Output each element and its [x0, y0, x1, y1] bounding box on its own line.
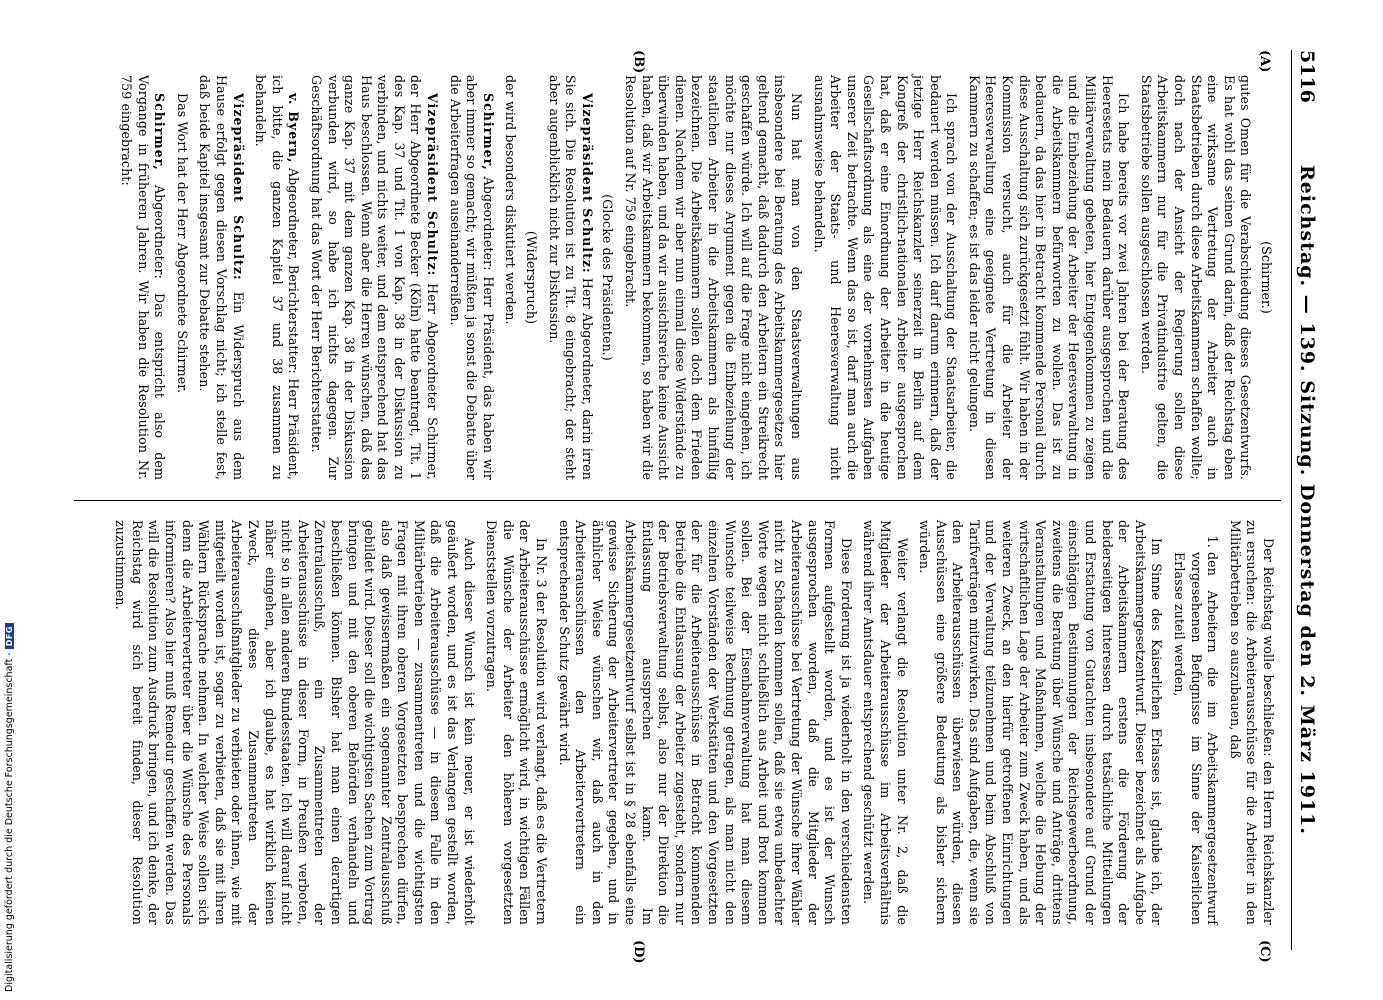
speech-block	[307, 75, 440, 480]
speech-text: Das Wort hat der Herr Abgeordnete Schirmer.	[174, 93, 190, 394]
paragraph: gutes Omen für die Verabschiedung dieses Gesetzentwurfs. Es hat wohl das seinen Grund darin, daß der Reichstag eben eine wirksame Vertretung der Arbeiter auch in Staatsbetrieben durch diese Arbeitskammern schaffen wollte; doch nach der Ansicht der Regierung sollen diese Arbeitskammern nur für die Privatindustrie gelten, die Staatsbetriebe sollen ausgeschlossen werden.	[1138, 75, 1254, 480]
resolution-intro: Der Reichstag wolle beschließen: den Herrn Reichskanzler zu ersuchen: die Arbeiterausschüsse für die Arbeiter in den Militärbetrieben so auszubauen, daß	[1227, 520, 1276, 925]
margin-letter-d: (D)	[631, 940, 646, 964]
speech-text: Ein Widerspruch aus dem Hause erfolgt gegen diesen Vorschlag nicht; ich stelle fest, daß beide Kapitel insgesamt zur Debatte stehen.	[197, 75, 246, 480]
speech-block	[117, 75, 167, 480]
speech-text: Abgeordneter: Das entspricht also dem Vorgange in früheren Jahren. Wir haben die Resolution Nr. 759 eingebracht:	[119, 75, 168, 481]
paragraph: Auch dieser Wunsch ist kein neuer, er ist wiederholt geäußert worden, und es ist das Verlangen gestellt worden, daß die Arbeiterausschüsse — in diesem Falle in den Militärbetrieben — zusammentreten und die wichtigsten Fragen mit ihren oberen Vorgesetzten besprechen dürfen, also daß gewissermaßen ein sogenannter Zentralausschuß gebildet wird. Dieser soll die wichtigsten Sachen zum Vortrag bringen und mit den oberen Behörden verhandeln und beschließen können. Bisher hat man einen derartigen Zentralausschuß, ein Zusammentreten der Arbeiterausschüsse in dieser Form, in Preußen verboten, nicht so in allen anderen Bundesstaaten. Ich will darauf nicht näher eingehen, aber ich glaube, es hat wirklich keinen Zweck, dieses Zusammentreten der Arbeiterausschußmitglieder zu verbieten oder ihnen, wie mit mitgeteilt worden ist, sogar zu verbieten, daß sie mit ihren Wählern Rücksprache nehmen. In welcher Weise sollen sich denn die Arbeitervertreter über die Wünsche des Personals informieren? Also hier muß Remedur geschaffen werden. Das will die Resolution zum Ausdruck bringen, und ich denke, der Reichstag wird sich bereit finden, dieser Resolution zuzustimmen.	[113, 520, 477, 925]
paragraph: Ich habe bereits vor zwei Jahren bei der Beratung des Heeresetats mein Bedauern darüber ausgesprochen und die Militärverwaltung gebeten, hier Entgegenkommen zu zeigen und die Einbeziehung der Arbeiter der Heeresverwaltung in die Arbeitskammern befürworten zu wollen. Das ist zu bedauern, da das hier in Betracht kommende Personal durch diese Ausschaltung sich zurückgesetzt fühlt. Wir haben in der Kommission versucht, auch für die Arbeiter der Heeresverwaltung eine geeignete Vertretung in diesen Kammern zu schaffen; es ist das leider nicht gelungen.	[966, 75, 1132, 480]
digitization-credit	[0, 0, 20, 1000]
scanned-page	[46, 20, 1336, 980]
page-title: Reichstag. — 139. Sitzung. Donnerstag den 2. März 1911.	[1296, 165, 1318, 835]
left-column	[66, 75, 1276, 480]
speaker-name: v. Byern,	[286, 93, 302, 164]
paragraph: Weiter verlangt die Resolution unter Nr. 2, daß die Mitglieder der Arbeiterausschüsse im Arbeitsverhältnis während ihrer Amtsdauer entsprechend geschützt werden.	[861, 520, 910, 925]
speech-block	[446, 75, 496, 480]
dfg-logo: DFG	[5, 623, 14, 649]
page-header	[1291, 50, 1322, 950]
credit-text: Digitalisierung gefördert durch die Deutsche Forschungsgemeinschaft -	[4, 652, 15, 992]
speech-block	[196, 75, 246, 480]
continuation-speaker: (Schirmer.)	[1259, 241, 1274, 314]
interjection: (Widerspruch)	[524, 230, 540, 325]
paragraph: In Nr. 3 der Resolution wird verlangt, daß es die Vertretern der Arbeiterausschüsse ermöglicht wird, in wichtigen Fällen die Wünsche der Arbeiter den höheren vorgesetzten Dienststellen vorzutragen.	[484, 520, 550, 925]
speech-block	[252, 75, 302, 480]
stage-direction: (Glocke des Präsidenten.)	[600, 194, 616, 361]
speaker-name: Vizepräsident Schultz:	[579, 93, 595, 274]
speaker-name: Vizepräsident Schultz:	[425, 93, 441, 277]
speaker-name: Schirmer,	[480, 93, 496, 171]
speech-text: Abgeordneter, Berichterstatter: Herr Präsident, ich bitte, die ganzen Kapitel 37 und 38 zusammen zu behandeln.	[253, 75, 302, 480]
speech-text: Abgeordneter: Herr Präsident, das haben wir aber immer so gemacht; wir müßten ja sonst die Debatte über die Arbeiterfragen auseinanderreißen.	[447, 75, 496, 480]
right-column	[66, 520, 1276, 925]
page-number: 5116	[1296, 50, 1318, 103]
margin-letter-c: (C)	[1257, 940, 1272, 963]
margin-letter-a: (A)	[1257, 50, 1272, 73]
paragraph: Ich sprach von der Ausschaltung der Staatsarbeiter, die bedauert werden müssen. Ich darf darum erinnern, daß der jetzige Herr Reichskanzler seinerzeit in Berlin auf dem Kongreß der christlich-nationalen Arbeiter ausgesprochen hat, daß er eine Einordnung der Arbeiter in die heutige Gesellschaftsordnung als eine der vornehmsten Aufgaben unserer Zeit betrachte. Wenn das so ist, darf man auch die Arbeiter der Staats- und Heeresverwaltung nicht ausnahmsweise behandeln.	[811, 75, 960, 480]
speaker-name: Schirmer,	[152, 93, 168, 171]
speech-text: Herr Abgeordneter Schirmer, der Herr Abgeordnete Becker (Köln) hatte beantragt, Tit. 1 des Kap. 37 und Tit. 1 von Kap. 38 in der Diskussion zu verbinden, und nichts weiter, und dem entsprechend hat das Haus beschlossen. Wenn aber die Herren wünschen, daß das ganze Kap. 37 mit dem ganzen Kap. 38 in der Diskussion verbunden wird, so habe ich nichts dagegen. Zur Geschäftsordnung hat das Wort der Herr Berichterstatter.	[308, 75, 441, 480]
paragraph: Im Sinne des Kaiserlichen Erlasses ist, glaube ich, der Arbeitskammergesetzentwurf. Dieser bezeichnet als Aufgabe der Arbeitskammern erstens die Förderung der beiderseitigen Interessen durch tatsächliche Mitteilungen und Erstattung von Gutachten insbesondere auf Grund der einschlägigen Bestimmungen der Reichsgewerbeordnung, zweitens die Beratung über Wünsche und Anträge, drittens Veranstaltungen und Maßnahmen, welche die Hebung der wirtschaftlichen Lage der Arbeiter zum Zweck haben, und als weiteren Zweck, an den hierfür getroffenen Einrichtungen und der Verwaltung teilzunehmen und beim Abschluß von Tarifverträgen mitzuwirken. Das sind Aufgaben, die, wenn sie den Arbeiterausschüssen überwiesen würden, diesen Ausschüssen eine größere Bedeutung als bisher sichern würden.	[917, 520, 1165, 925]
resolution-list	[1170, 538, 1220, 925]
resolution-item: 1. den Arbeitern die im Arbeitskammergesetzentwurf vorgesehenen Befugnisse im Sinne der Kaiserlichen Erlasse zuteil werden,	[1170, 552, 1220, 925]
speech-block	[545, 75, 595, 480]
column-divider	[74, 500, 1281, 501]
margin-letter-b: (B)	[631, 50, 646, 74]
paragraph: Diese Forderung ist ja wiederholt in den verschiedensten Formen aufgestellt worden, und es ist der Wunsch ausgesprochen worden, daß die Mitglieder der Arbeiterausschüsse bei Vertretung der Wünsche ihrer Wähler nicht zu Schaden kommen sollen, daß sie etwa unbedachter Worte wegen nicht schließlich aus Arbeit und Brot kommen sollen. Bei der Eisenbahnverwaltung hat man diesem Wunsche teilweise Rechnung getragen, als man nicht den einzelnen Vorständen der Werkstätten und den Vorgesetzten der für die Arbeiterausschüsse in Betracht kommenden Betriebe die Entlassung der Arbeiter zugesteht, sondern nur der Betriebsverwaltung selbst, also nur der Direktion die Entlassung aussprechen kann. Im Arbeitskammergesetzentwurf selbst ist in § 28 ebenfalls eine gewisse Sicherung der Arbeitervertreter gegeben, und in ähnlicher Weise wünschen wir, daß auch in den Arbeiterausschüssen den Arbeitervertretern ein entsprechender Schutz gewährt wird.	[556, 520, 854, 925]
paragraph: Nun hat man von den Staatsverwaltungen aus insbesondere bei Beratung des Arbeitskammergesetzes hier geltend gemacht, daß dadurch den Arbeitern ein Streikrecht geschaffen würde. Ich will auf die Frage nicht eingehen, ich möchte nur dieses Argument gegen die Einbeziehung der staatlichen Arbeiter in die Arbeitskammern als hinfällig bezeichnen. Die Arbeitskammern sollen doch dem Frieden dienen. Nachdem wir aber nun einmal diese Widerstände zu überwinden haben, und da wir aussichtsreiche keine Aussicht haben, daß wir Arbeitskammern bekommen, so haben wir die Resolution auf Nr. 759 eingebracht.	[623, 75, 804, 480]
speech-text: Herr Abgeordneter, darin irren Sie sich. Die Resolution ist zu Tit. 8 eingebracht; der steht aber augenblicklich nicht zur Diskussion.	[546, 75, 595, 480]
speech-text: der wird besonders diskutiert werden.	[503, 75, 519, 325]
speaker-name: Vizepräsident Schultz:	[230, 93, 246, 281]
